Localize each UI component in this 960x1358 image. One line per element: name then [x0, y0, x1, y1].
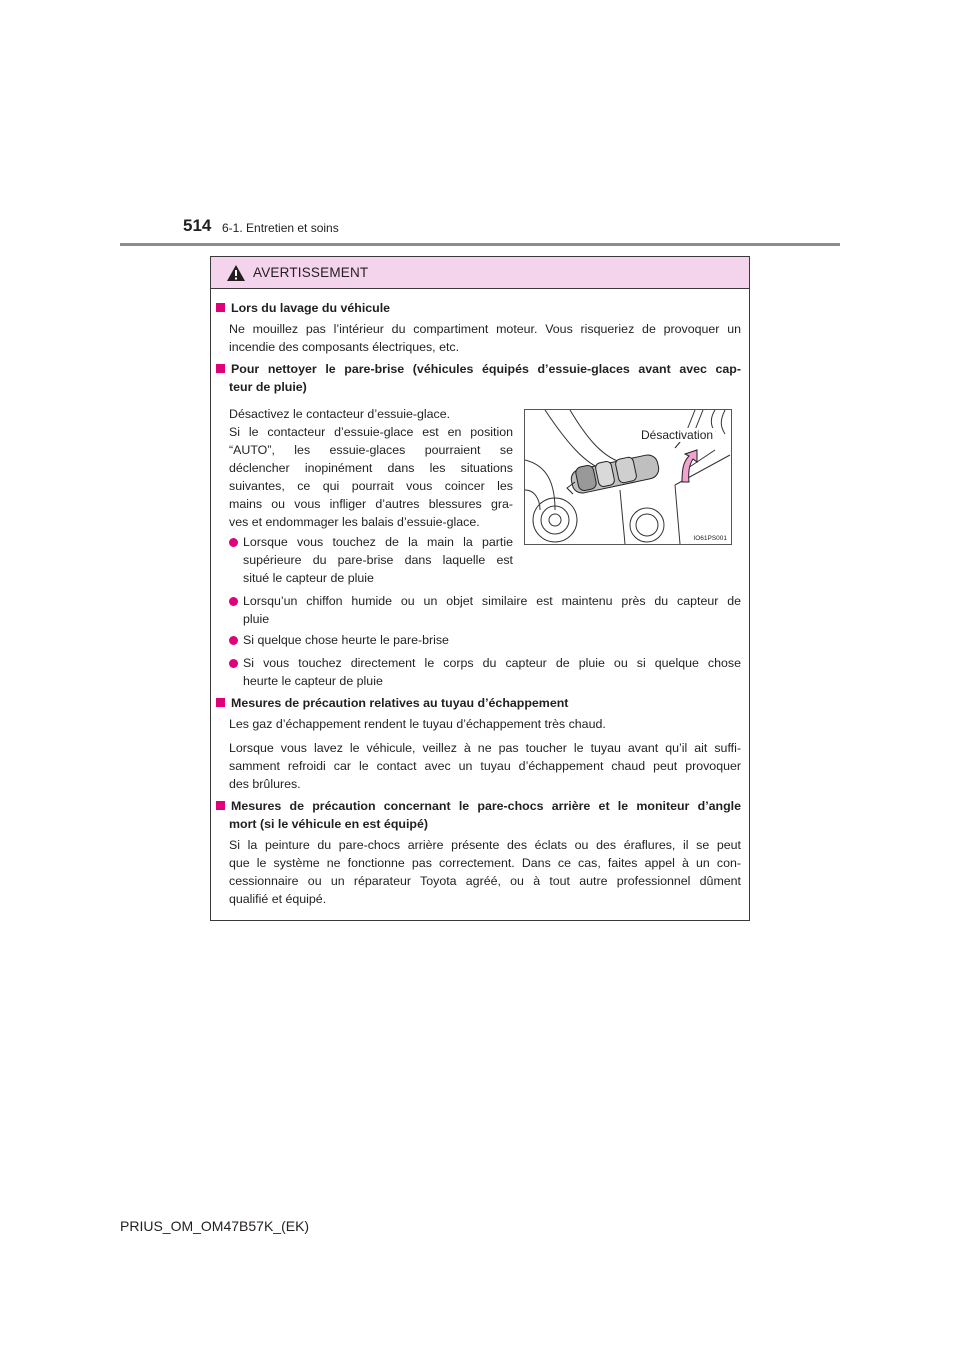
- bullet-line: Lorsqu’un chiffon humide ou un objet similaire est maintenu près du capteur de: [243, 594, 741, 608]
- paragraph-line: mains ou vous infliger d’autres blessures gra-: [229, 497, 513, 511]
- paragraph-line: ves et endommager les balais d’essuie-glace.: [229, 515, 480, 529]
- section-heading: [216, 301, 390, 316]
- section-heading-continued: teur de pluie): [229, 380, 307, 394]
- square-bullet-icon: [216, 303, 225, 312]
- paragraph-line: suivantes, ce qui pourrait vous coincer les: [229, 479, 513, 493]
- round-bullet-icon: [229, 659, 238, 668]
- figure-code: IO61PS001: [693, 535, 727, 542]
- bullet-line: Lorsque vous touchez de la main la partie: [243, 535, 513, 549]
- square-bullet-icon: [216, 364, 225, 373]
- section-title: 6-1. Entretien et soins: [222, 221, 339, 235]
- square-bullet-icon: [216, 801, 225, 810]
- warning-header: [211, 257, 749, 289]
- paragraph-line: Si la peinture du pare-chocs arrière présente des éclats ou des éraflures, il se peut: [229, 838, 741, 852]
- wiper-switch-figure: [524, 409, 732, 545]
- paragraph-line: Si le contacteur d’essuie-glace est en position: [229, 425, 513, 439]
- paragraph-line: qualifié et équipé.: [229, 892, 327, 906]
- warning-triangle-icon: [227, 265, 245, 281]
- heading-text: Mesures de précaution concernant le pare-chocs arrière et le moniteur d’angle: [231, 799, 741, 813]
- bullet-line: heurte le capteur de pluie: [243, 674, 383, 688]
- paragraph-line: “AUTO”, les essuie-glaces pourraient se: [229, 443, 513, 457]
- square-bullet-icon: [216, 698, 225, 707]
- heading-text: Lors du lavage du véhicule: [231, 301, 391, 315]
- section-heading: [216, 696, 568, 711]
- paragraph-line: des brûlures.: [229, 777, 301, 791]
- paragraph-line: que le système ne fonctionne pas correctement. Dans ce cas, faites appel à un con-: [229, 856, 741, 870]
- header-rule: [120, 243, 840, 246]
- page-number: 514: [183, 216, 212, 235]
- bullet-line: Si quelque chose heurte le pare-brise: [243, 633, 449, 647]
- bullet-line: pluie: [243, 612, 270, 626]
- paragraph-line: déclencher inopinément dans les situations: [229, 461, 513, 475]
- heading-text: Mesures de précaution relatives au tuyau d’échappement: [231, 696, 569, 710]
- round-bullet-icon: [229, 636, 238, 645]
- bullet-line: supérieure du pare-brise dans laquelle est: [243, 553, 513, 567]
- bullet-line: Si vous touchez directement le corps du capteur de pluie ou si quelque chose: [243, 656, 741, 670]
- paragraph-line: Ne mouillez pas l’intérieur du compartiment moteur. Vous risqueriez de provoquer un: [229, 322, 741, 336]
- paragraph-line: incendie des composants électriques, etc.: [229, 340, 460, 354]
- paragraph-line: cessionnaire ou un réparateur Toyota agréé, ou à tout autre professionnel dûment: [229, 874, 741, 888]
- bullet-line: situé le capteur de pluie: [243, 571, 374, 585]
- figure-label: Désactivation: [641, 428, 714, 442]
- round-bullet-icon: [229, 597, 238, 606]
- section-heading: [216, 799, 741, 814]
- round-bullet-icon: [229, 538, 238, 547]
- heading-text: Pour nettoyer le pare-brise (véhicules équipés d’essuie-glaces avant avec cap-: [231, 362, 741, 376]
- paragraph-line: Lorsque vous lavez le véhicule, veillez à ne pas toucher le tuyau avant qu’il ait suffi-: [229, 741, 741, 755]
- paragraph-line: Les gaz d’échappement rendent le tuyau d’échappement très chaud.: [229, 717, 606, 731]
- warning-title: AVERTISSEMENT: [253, 265, 369, 280]
- footer-model-code: PRIUS_OM_OM47B57K_(EK): [120, 1218, 310, 1234]
- paragraph-line: samment refroidi car le contact avec un tuyau d’échappement chaud peut provoquer: [229, 759, 741, 773]
- section-heading-continued: mort (si le véhicule en est équipé): [229, 817, 428, 831]
- section-heading: [216, 362, 741, 377]
- paragraph-line: Désactivez le contacteur d’essuie-glace.: [229, 407, 451, 421]
